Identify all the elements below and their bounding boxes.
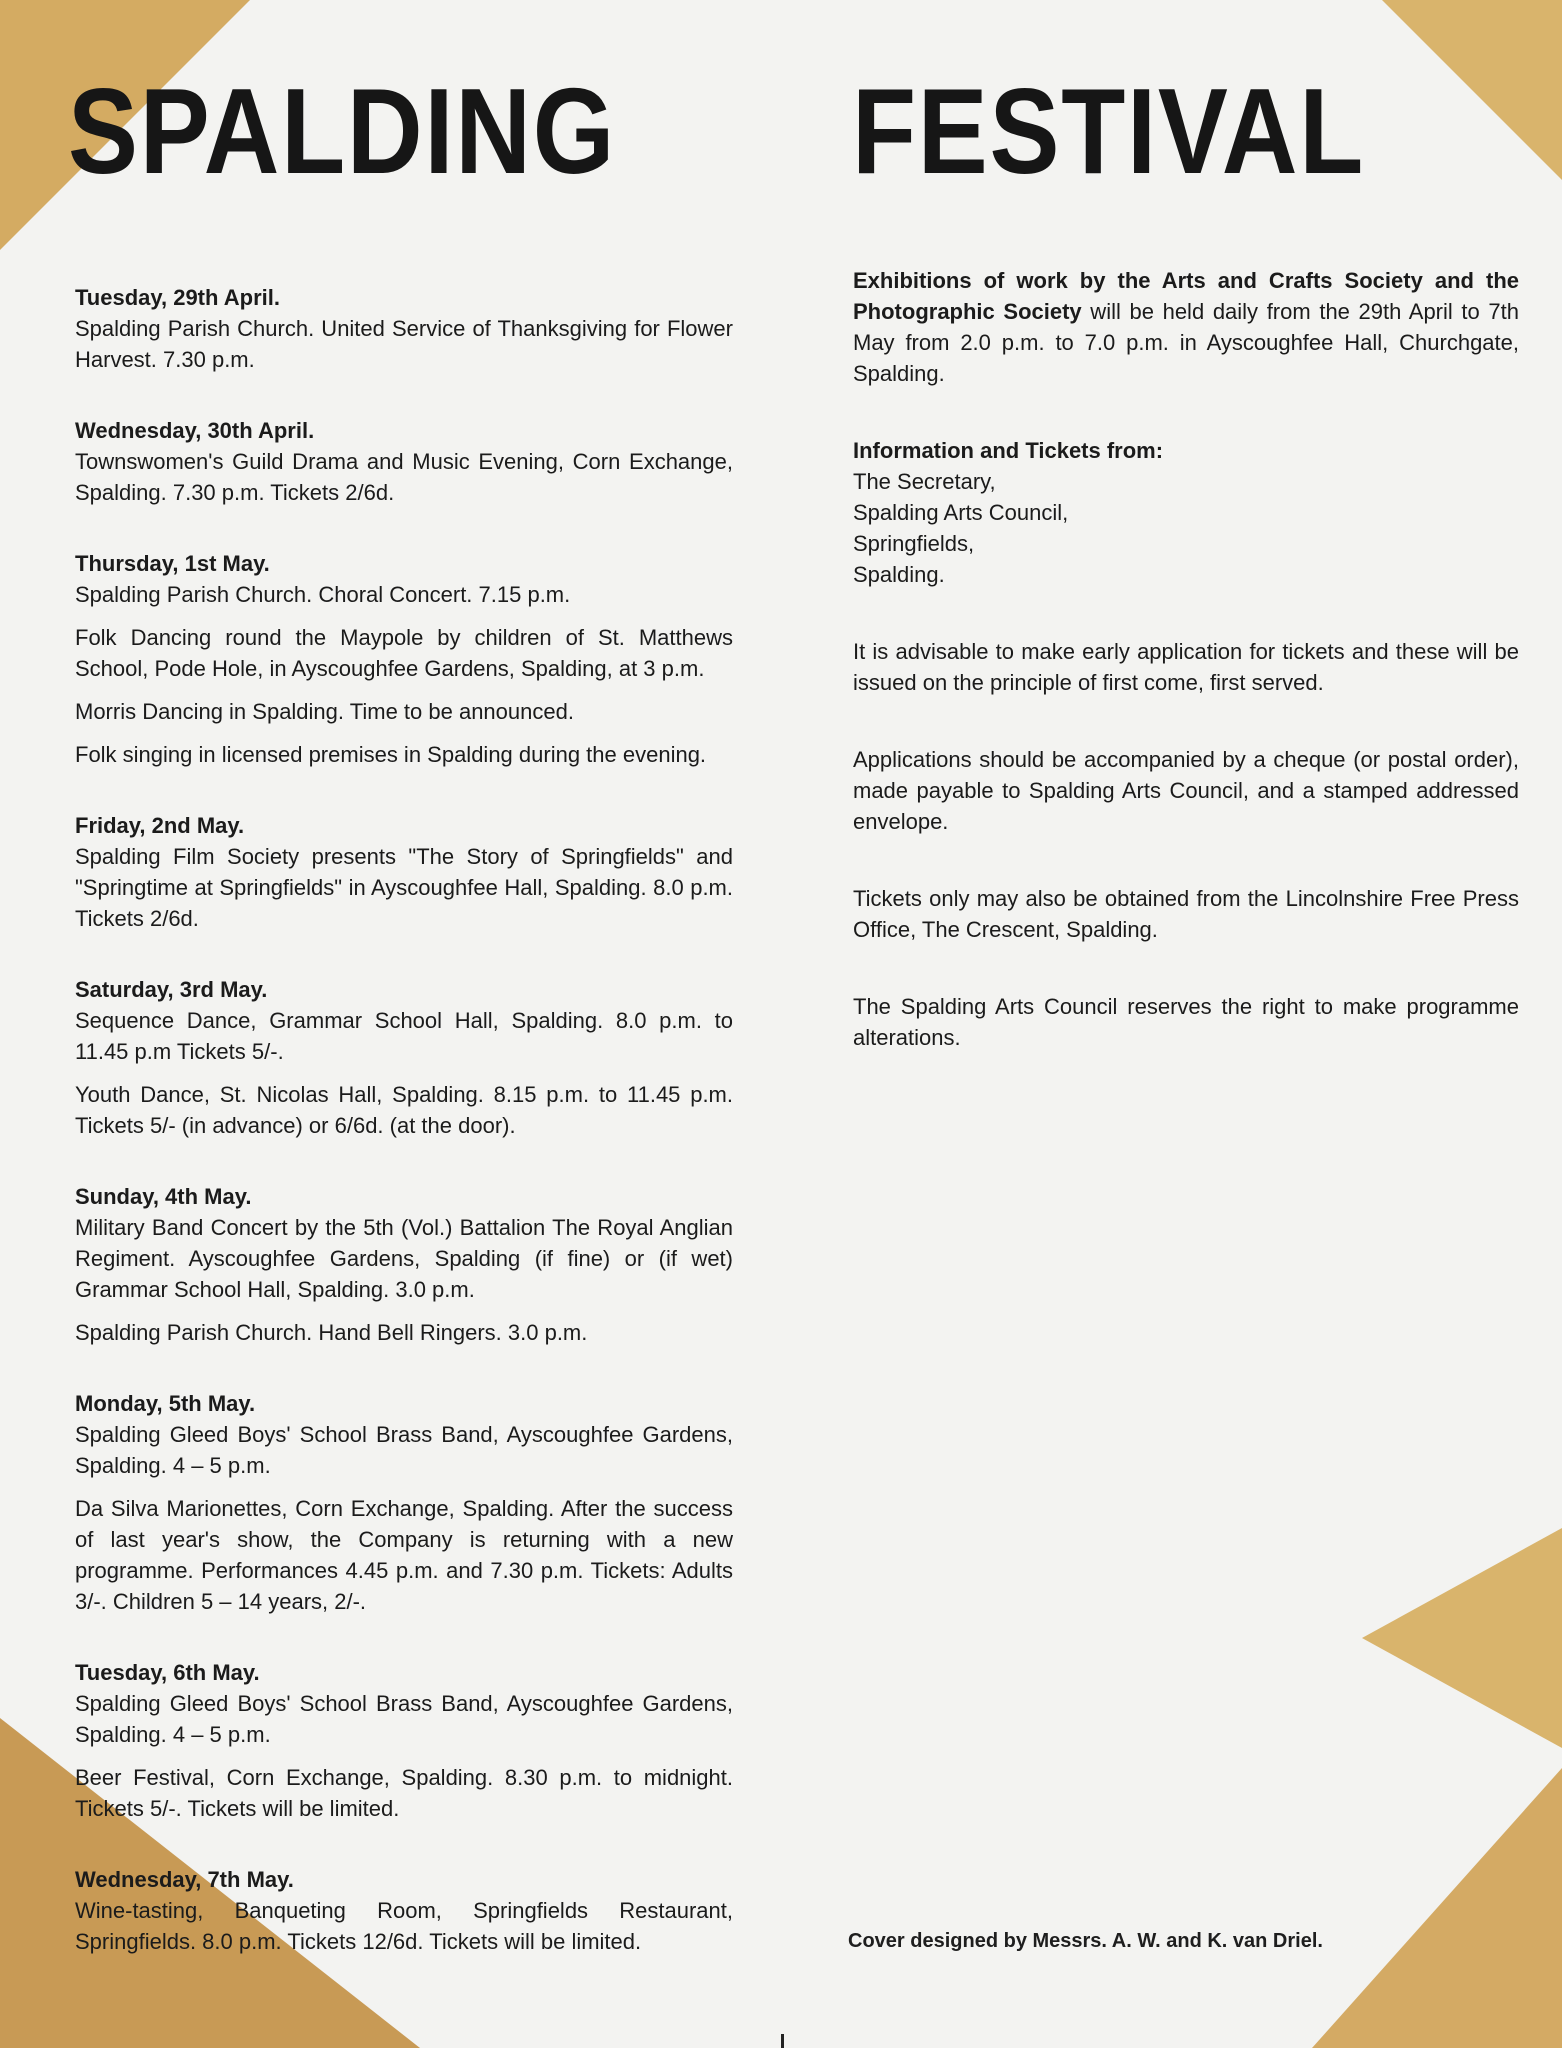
schedule-event: Da Silva Marionettes, Corn Exchange, Spalding. After the success of last year's show, the Company is returning with a new programme. Performances 4.45 p.m. and 7.30 p.m. Tickets: Adults 3/-. Children 5 – 14 years, 2/-. [75,1496,733,1614]
schedule-event: Spalding Film Society presents "The Story of Springfields" and "Springtime at Springfields" in Ayscoughfee Hall, Spalding. 8.0 p.m. Tickets 2/6d. [75,844,733,931]
schedule-day [75,1181,733,1348]
schedule-day [75,1388,733,1617]
title-festival: FESTIVAL [852,63,1366,199]
schedule-day [75,548,733,770]
note-applications: Applications should be accompanied by a cheque (or postal order), made payable to Spalding Arts Council, and a stamped addressed envelope. [853,747,1519,834]
tickets-info-block [853,435,1519,590]
schedule-event: Military Band Concert by the 5th (Vol.) Battalion The Royal Anglian Regiment. Ayscoughfee Gardens, Spalding (if fine) or (if wet) Grammar School Hall, Spalding. 3.0 p.m. [75,1215,733,1302]
schedule-day [75,810,733,934]
note-early-application: It is advisable to make early application for tickets and these will be issued on the principle of first come, first served. [853,639,1519,695]
schedule-event: Beer Festival, Corn Exchange, Spalding. 8.30 p.m. to midnight. Tickets 5/-. Tickets will be limited. [75,1765,733,1821]
schedule-day [75,415,733,508]
schedule-event: Spalding Parish Church. Choral Concert. 7.15 p.m. [75,582,571,607]
tickets-info-heading: Information and Tickets from: [853,438,1164,463]
address-line: Spalding Arts Council, [853,500,1069,525]
schedule-event: Morris Dancing in Spalding. Time to be announced. [75,699,574,724]
schedule-day-date: Wednesday, 30th April. [75,418,315,443]
exhibitions-text: will be held daily from the 29th April to 7th May from 2.0 p.m. to 7.0 p.m. in Ayscoughfee Hall, Churchgate, Spalding. [853,299,1519,386]
schedule-day-date: Thursday, 1st May. [75,551,270,576]
exhibitions-paragraph [853,265,1519,389]
schedule-event: Spalding Gleed Boys' School Brass Band, Ayscoughfee Gardens, Spalding. 4 – 5 p.m. [75,1691,733,1747]
schedule-day-date: Tuesday, 6th May. [75,1660,260,1685]
title-spalding: SPALDING [68,63,617,199]
schedule-day-date: Tuesday, 29th April. [75,285,280,310]
corner-decoration-bottom-right [1312,1768,1562,2048]
schedule-event: Youth Dance, St. Nicolas Hall, Spalding. 8.15 p.m. to 11.45 p.m. Tickets 5/- (in advance) or 6/6d. (at the door). [75,1082,733,1138]
schedule-event: Wine-tasting, Banqueting Room, Springfields Restaurant, Springfields. 8.0 p.m. Tickets 12/6d. Tickets will be limited. [75,1898,733,1954]
note-tickets-press-office: Tickets only may also be obtained from the Lincolnshire Free Press Office, The Crescent, Spalding. [853,886,1519,942]
schedule-day-date: Friday, 2nd May. [75,813,245,838]
schedule-column [75,282,733,1997]
schedule-event: Sequence Dance, Grammar School Hall, Spalding. 8.0 p.m. to 11.45 p.m Tickets 5/-. [75,1008,733,1064]
cover-credit: Cover designed by Messrs. A. W. and K. van Driel. [848,1930,1323,1952]
schedule-day [75,1864,733,1957]
schedule-event: Folk singing in licensed premises in Spalding during the evening. [75,742,707,767]
schedule-event: Townswomen's Guild Drama and Music Evening, Corn Exchange, Spalding. 7.30 p.m. Tickets 2/6d. [75,449,733,505]
corner-decoration-top-right [1382,0,1562,180]
schedule-event: Spalding Parish Church. United Service of Thanksgiving for Flower Harvest. 7.30 p.m. [75,316,733,372]
schedule-event: Folk Dancing round the Maypole by children of St. Matthews School, Pode Hole, in Ayscoughfee Gardens, Spalding, at 3 p.m. [75,625,733,681]
schedule-day-date: Wednesday, 7th May. [75,1867,294,1892]
schedule-day [75,974,733,1141]
exhibitions-bold-text: Exhibitions of work by the Arts and Crafts Society and the Photographic Society [853,268,1519,324]
schedule-day [75,282,733,375]
schedule-day-date: Saturday, 3rd May. [75,977,268,1002]
note-alterations: The Spalding Arts Council reserves the right to make programme alterations. [853,994,1519,1050]
schedule-day [75,1657,733,1824]
address-line: The Secretary, [853,469,996,494]
schedule-event: Spalding Parish Church. Hand Bell Ringers. 3.0 p.m. [75,1320,588,1345]
corner-decoration-right-edge [1362,1528,1562,1748]
fold-mark [781,2034,784,2048]
schedule-day-date: Sunday, 4th May. [75,1184,252,1209]
address-line: Springfields, [853,531,975,556]
schedule-event: Spalding Gleed Boys' School Brass Band, Ayscoughfee Gardens, Spalding. 4 – 5 p.m. [75,1422,733,1478]
address-line: Spalding. [853,562,945,587]
info-column [853,265,1519,1099]
schedule-day-date: Monday, 5th May. [75,1391,256,1416]
